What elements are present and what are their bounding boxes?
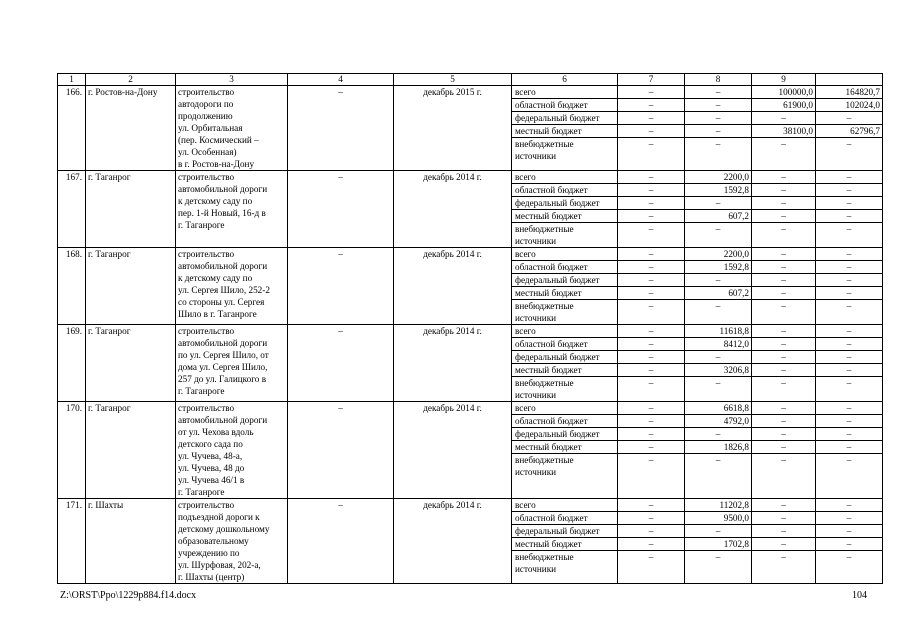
value-v7: – (618, 197, 685, 210)
description-line: Шило в г. Таганроге (178, 309, 257, 319)
project-number: 171. (58, 499, 86, 584)
project-date: декабрь 2015 г. (394, 86, 512, 171)
header-cell: 6 (512, 74, 618, 86)
description-line: по ул. Сергея Шило, от (178, 350, 269, 360)
funding-source (512, 125, 618, 138)
value-v9: – (752, 551, 816, 584)
value-v9: – (752, 171, 816, 184)
value-v10: – (816, 551, 883, 584)
description-line: строительство (178, 172, 235, 182)
project-date: декабрь 2014 г. (394, 171, 512, 248)
description-line: со стороны ул. Сергея (178, 297, 265, 307)
value-v10: – (816, 184, 883, 197)
value-v7: – (618, 415, 685, 428)
description-line: в г. Ростов-на-Дону (178, 159, 255, 169)
project-city: г. Таганрог (86, 325, 176, 402)
funding-source-line: местный бюджет (515, 211, 582, 221)
funding-source (512, 551, 618, 584)
description-line: от ул. Чехова вдоль (178, 427, 254, 437)
funding-source (512, 300, 618, 325)
value-v7: – (618, 499, 685, 512)
project-col4: – (288, 402, 394, 499)
value-v8: – (685, 138, 752, 171)
project-date: декабрь 2014 г. (394, 499, 512, 584)
project-description (176, 325, 288, 402)
page-number: 104 (852, 590, 867, 601)
project-city: г. Таганрог (86, 248, 176, 325)
value-v10: – (816, 112, 883, 125)
value-v8: – (685, 454, 752, 499)
value-v8: – (685, 125, 752, 138)
funding-source-line: федеральный бюджет (515, 429, 600, 439)
value-v10: – (816, 197, 883, 210)
description-line: к детскому саду по (178, 273, 253, 283)
value-v9: – (752, 454, 816, 499)
value-v7: – (618, 210, 685, 223)
funding-source-line: источники (515, 390, 557, 400)
value-v9: – (752, 499, 816, 512)
project-city: г. Шахты (86, 499, 176, 584)
value-v10: 102024,0 (816, 99, 883, 112)
value-v10: – (816, 338, 883, 351)
value-v7: – (618, 223, 685, 248)
funding-source-line: местный бюджет (515, 539, 582, 549)
value-v10: – (816, 499, 883, 512)
description-line: дома ул. Сергея Шило, (178, 362, 268, 372)
value-v8: – (685, 351, 752, 364)
value-v10: – (816, 525, 883, 538)
value-v7: – (618, 99, 685, 112)
funding-source (512, 415, 618, 428)
project-date: декабрь 2014 г. (394, 325, 512, 402)
funding-source-line: областной бюджет (515, 416, 588, 426)
value-v7: – (618, 551, 685, 584)
value-v8: 607,2 (685, 210, 752, 223)
description-line: продолжению (178, 111, 233, 121)
value-v10: – (816, 351, 883, 364)
funding-source-line: федеральный бюджет (515, 352, 600, 362)
description-line: подъездной дороги к (178, 512, 260, 522)
funding-source-line: местный бюджет (515, 288, 582, 298)
value-v7: – (618, 377, 685, 402)
value-v8: 11202,8 (685, 499, 752, 512)
funding-source-line: всего (515, 326, 536, 336)
value-v9: – (752, 210, 816, 223)
value-v9: – (752, 525, 816, 538)
value-v10: – (816, 261, 883, 274)
value-v8: 6618,8 (685, 402, 752, 415)
value-v8: – (685, 428, 752, 441)
value-v10: – (816, 454, 883, 499)
funding-source (512, 138, 618, 171)
funding-source (512, 364, 618, 377)
funding-source (512, 428, 618, 441)
project-description (176, 248, 288, 325)
value-v10: – (816, 364, 883, 377)
value-v10: – (816, 223, 883, 248)
value-v8: 4792,0 (685, 415, 752, 428)
description-line: автодороги по (178, 99, 234, 109)
header-cell: 4 (288, 74, 394, 86)
value-v9: 38100,0 (752, 125, 816, 138)
projects-table (57, 73, 883, 584)
value-v8: – (685, 300, 752, 325)
value-v7: – (618, 138, 685, 171)
value-v9: – (752, 512, 816, 525)
funding-source (512, 184, 618, 197)
funding-source-line: всего (515, 172, 536, 182)
funding-source-line: местный бюджет (515, 442, 582, 452)
value-v10: 164820,7 (816, 86, 883, 99)
value-v7: – (618, 351, 685, 364)
project-col4: – (288, 499, 394, 584)
value-v10: 62796,7 (816, 125, 883, 138)
funding-source (512, 499, 618, 512)
value-v7: – (618, 248, 685, 261)
description-line: автомобильной дороги (178, 338, 268, 348)
funding-source (512, 274, 618, 287)
project-col4: – (288, 325, 394, 402)
value-v8: – (685, 197, 752, 210)
description-line: учреждению по (178, 548, 240, 558)
value-v8: – (685, 112, 752, 125)
value-v7: – (618, 274, 685, 287)
project-col4: – (288, 248, 394, 325)
funding-source (512, 197, 618, 210)
funding-source (512, 171, 618, 184)
project-date: декабрь 2014 г. (394, 402, 512, 499)
value-v7: – (618, 512, 685, 525)
description-line: ул. Чучева 46/1 в (178, 475, 245, 485)
header-cell: 9 (752, 74, 816, 86)
funding-source (512, 441, 618, 454)
header-cell: 2 (86, 74, 176, 86)
value-v9: – (752, 538, 816, 551)
project-col4: – (288, 171, 394, 248)
value-v7: – (618, 525, 685, 538)
description-line: строительство (178, 326, 235, 336)
value-v10: – (816, 248, 883, 261)
value-v10: – (816, 300, 883, 325)
value-v7: – (618, 428, 685, 441)
table-row (58, 171, 883, 184)
value-v9: – (752, 274, 816, 287)
value-v9: – (752, 300, 816, 325)
funding-source-line: местный бюджет (515, 126, 582, 136)
description-line: ул. Сергея Шило, 252-2 (178, 285, 270, 295)
value-v9: – (752, 415, 816, 428)
description-line: к детскому саду по (178, 196, 253, 206)
description-line: строительство (178, 403, 235, 413)
value-v8: 2200,0 (685, 171, 752, 184)
value-v9: – (752, 138, 816, 171)
value-v9: – (752, 338, 816, 351)
description-line: детскому дошкольному (178, 524, 270, 534)
file-path: Z:\ORST\Ppo\1229p884.f14.docx (60, 590, 197, 601)
funding-source (512, 210, 618, 223)
value-v8: 11618,8 (685, 325, 752, 338)
value-v9: – (752, 377, 816, 402)
funding-source-line: внебюджетные (515, 139, 574, 149)
funding-source (512, 287, 618, 300)
value-v7: – (618, 287, 685, 300)
project-number: 168. (58, 248, 86, 325)
funding-source-line: местный бюджет (515, 365, 582, 375)
table-row (58, 86, 883, 99)
header-cell: 3 (176, 74, 288, 86)
value-v8: – (685, 99, 752, 112)
funding-source-line: источники (515, 313, 557, 323)
value-v9: – (752, 223, 816, 248)
funding-source-line: всего (515, 500, 536, 510)
funding-source (512, 377, 618, 402)
description-line: (пер. Космический – (178, 135, 259, 145)
description-line: 257 до ул. Галицкого в (178, 374, 267, 384)
value-v8: – (685, 377, 752, 402)
project-description (176, 499, 288, 584)
project-number: 167. (58, 171, 86, 248)
funding-source (512, 223, 618, 248)
description-line: строительство (178, 87, 235, 97)
value-v9: – (752, 287, 816, 300)
table-row (58, 325, 883, 338)
project-date: декабрь 2014 г. (394, 248, 512, 325)
funding-source-line: внебюджетные (515, 455, 574, 465)
value-v9: – (752, 364, 816, 377)
funding-source (512, 402, 618, 415)
funding-source-line: внебюджетные (515, 224, 574, 234)
project-description (176, 86, 288, 171)
value-v7: – (618, 86, 685, 99)
funding-source (512, 512, 618, 525)
value-v10: – (816, 428, 883, 441)
table-row (58, 402, 883, 415)
funding-source-line: внебюджетные (515, 301, 574, 311)
funding-source-line: областной бюджет (515, 339, 588, 349)
value-v9: – (752, 248, 816, 261)
project-description (176, 402, 288, 499)
header-cell: 1 (58, 74, 86, 86)
value-v9: – (752, 184, 816, 197)
table-row (58, 499, 883, 512)
funding-source-line: федеральный бюджет (515, 275, 600, 285)
header-cell: 7 (618, 74, 685, 86)
description-line: г. Шахты (центр) (178, 572, 245, 582)
description-line: пер. 1-й Новый, 16-д в (178, 208, 266, 218)
value-v10: – (816, 402, 883, 415)
description-line: г. Таганроге (178, 386, 225, 396)
value-v8: – (685, 274, 752, 287)
funding-source (512, 99, 618, 112)
funding-source (512, 325, 618, 338)
value-v10: – (816, 287, 883, 300)
funding-source-line: источники (515, 564, 557, 574)
description-line: ул. Шурфовая, 202-а, (178, 560, 261, 570)
description-line: автомобильной дороги (178, 184, 268, 194)
value-v7: – (618, 325, 685, 338)
value-v7: – (618, 402, 685, 415)
value-v10: – (816, 274, 883, 287)
description-line: г. Таганроге (178, 487, 225, 497)
project-number: 170. (58, 402, 86, 499)
funding-source (512, 351, 618, 364)
value-v7: – (618, 125, 685, 138)
description-line: автомобильной дороги (178, 415, 268, 425)
value-v7: – (618, 184, 685, 197)
value-v7: – (618, 538, 685, 551)
funding-source-line: федеральный бюджет (515, 198, 600, 208)
funding-source-line: внебюджетные (515, 552, 574, 562)
header-cell (816, 74, 883, 86)
value-v9: – (752, 197, 816, 210)
funding-source-line: всего (515, 403, 536, 413)
value-v8: – (685, 551, 752, 584)
description-line: ул. Особенная) (178, 147, 237, 157)
funding-source-line: областной бюджет (515, 513, 588, 523)
funding-source-line: всего (515, 249, 536, 259)
value-v9: – (752, 441, 816, 454)
description-line: автомобильной дороги (178, 261, 268, 271)
header-cell: 5 (394, 74, 512, 86)
header-row (58, 74, 883, 86)
value-v7: – (618, 364, 685, 377)
value-v9: 100000,0 (752, 86, 816, 99)
description-line: ул. Орбитальная (178, 123, 243, 133)
funding-source (512, 261, 618, 274)
value-v8: 1702,8 (685, 538, 752, 551)
value-v7: – (618, 261, 685, 274)
description-line: строительство (178, 500, 235, 510)
value-v7: – (618, 454, 685, 499)
value-v7: – (618, 171, 685, 184)
value-v9: – (752, 351, 816, 364)
value-v9: – (752, 402, 816, 415)
project-city: г. Ростов-на-Дону (86, 86, 176, 171)
project-number: 166. (58, 86, 86, 171)
funding-source (512, 454, 618, 499)
description-line: г. Таганроге (178, 220, 225, 230)
project-city: г. Таганрог (86, 171, 176, 248)
value-v10: – (816, 325, 883, 338)
funding-source (512, 525, 618, 538)
value-v8: 2200,0 (685, 248, 752, 261)
value-v9: – (752, 428, 816, 441)
funding-source-line: всего (515, 87, 536, 97)
description-line: ул. Чучева, 48-а, (178, 451, 243, 461)
project-col4: – (288, 86, 394, 171)
value-v7: – (618, 441, 685, 454)
value-v8: – (685, 86, 752, 99)
funding-source-line: областной бюджет (515, 185, 588, 195)
value-v10: – (816, 415, 883, 428)
funding-source (512, 86, 618, 99)
value-v9: – (752, 112, 816, 125)
value-v8: 9500,0 (685, 512, 752, 525)
value-v7: – (618, 338, 685, 351)
project-description (176, 171, 288, 248)
value-v8: 1592,8 (685, 184, 752, 197)
project-number: 169. (58, 325, 86, 402)
value-v8: 607,2 (685, 287, 752, 300)
funding-source (512, 112, 618, 125)
funding-source (512, 248, 618, 261)
value-v10: – (816, 171, 883, 184)
project-city: г. Таганрог (86, 402, 176, 499)
value-v9: – (752, 325, 816, 338)
value-v8: 1826,8 (685, 441, 752, 454)
value-v7: – (618, 300, 685, 325)
description-line: ул. Чучева, 48 до (178, 463, 245, 473)
value-v10: – (816, 441, 883, 454)
funding-source-line: федеральный бюджет (515, 113, 600, 123)
value-v10: – (816, 538, 883, 551)
description-line: детского сада по (178, 439, 243, 449)
funding-source-line: областной бюджет (515, 100, 588, 110)
value-v10: – (816, 512, 883, 525)
value-v10: – (816, 138, 883, 171)
table-row (58, 248, 883, 261)
value-v8: – (685, 223, 752, 248)
value-v7: – (618, 112, 685, 125)
description-line: строительство (178, 249, 235, 259)
funding-source-line: источники (515, 151, 557, 161)
funding-source (512, 338, 618, 351)
value-v8: 3206,8 (685, 364, 752, 377)
funding-source-line: областной бюджет (515, 262, 588, 272)
value-v8: 1592,8 (685, 261, 752, 274)
value-v8: – (685, 525, 752, 538)
value-v9: – (752, 261, 816, 274)
description-line: образовательному (178, 536, 249, 546)
funding-source-line: внебюджетные (515, 378, 574, 388)
header-cell: 8 (685, 74, 752, 86)
value-v10: – (816, 377, 883, 402)
funding-source (512, 538, 618, 551)
value-v9: 61900,0 (752, 99, 816, 112)
value-v8: 8412,0 (685, 338, 752, 351)
funding-source-line: федеральный бюджет (515, 526, 600, 536)
funding-source-line: источники (515, 236, 557, 246)
value-v10: – (816, 210, 883, 223)
funding-source-line: источники (515, 467, 557, 477)
